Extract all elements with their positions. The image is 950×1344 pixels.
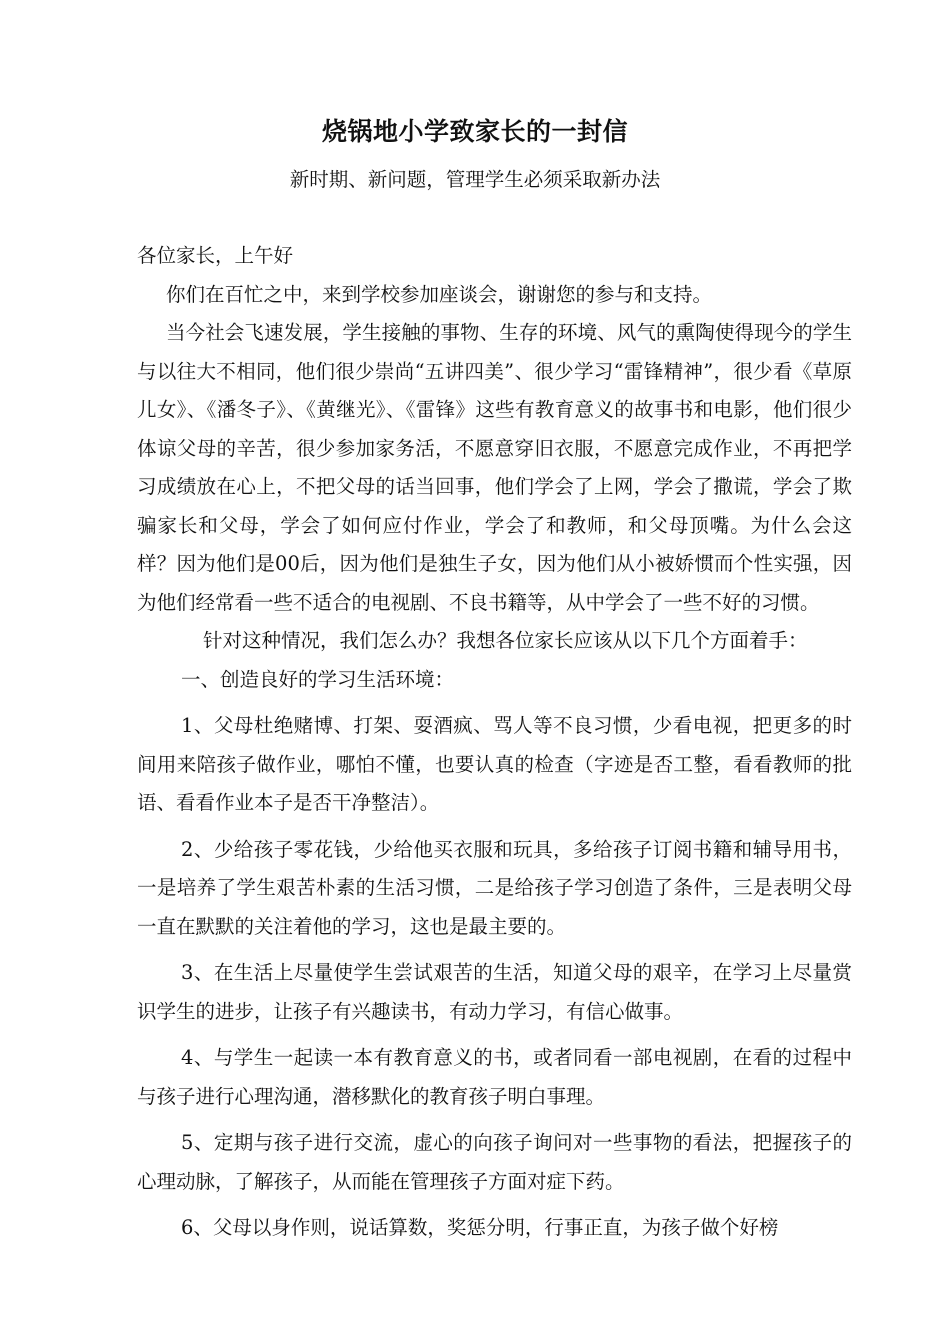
list-item-3: 3、在生活上尽量使学生尝试艰苦的生活，知道父母的艰辛，在学习上尽量赏识学生的进步，让孩子有兴趣读书，有动力学习，有信心做事。 — [137, 961, 852, 1023]
list-item-2: 2、少给孩子零花钱，少给他买衣服和玩具，多给孩子订阅书籍和辅导用书，一是培养了学生艰苦朴素的生活习惯，二是给孩子学习创造了条件，三是表明父母一直在默默的关注着他的学习，这也是最主要的。 — [137, 837, 852, 938]
letter-body — [137, 237, 852, 1248]
salutation: 各位家长，上午好 — [137, 244, 294, 267]
list-item-1: 1、父母杜绝赌博、打架、耍酒疯、骂人等不良习惯，少看电视，把更多的时间用来陪孩子做作业，哪怕不懂，也要认真的检查（字迹是否工整，看看教师的批语、看看作业本子是否干净整洁）。 — [137, 714, 852, 814]
list-item-4: 4、与学生一起读一本有教育意义的书，或者同看一部电视剧，在看的过程中与孩子进行心理沟通，潜移默化的教育孩子明白事理。 — [137, 1046, 852, 1108]
list-item-5: 5、定期与孩子进行交流，虚心的向孩子询问对一些事物的看法，把握孩子的心理动脉，了解孩子，从而能在管理孩子方面对症下药。 — [137, 1131, 852, 1193]
letter-subtitle: 新时期、新问题，管理学生必须采取新办法 — [289, 168, 661, 191]
section-heading-environment: 一、创造良好的学习生活环境： — [181, 667, 455, 691]
paragraph-thanks: 你们在百忙之中，来到学校参加座谈会，谢谢您的参与和支持。 — [166, 282, 713, 306]
list-item-6: 6、父母以身作则，说话算数，奖惩分明，行事正直，为孩子做个好榜 — [181, 1216, 779, 1239]
paragraph-situation: 当今社会飞速发展，学生接触的事物、生存的环境、风气的熏陶使得现今的学生与以往大不相同，他们很少崇尚“五讲四美”、很少学习“雷锋精神”，很少看《草原儿女》、《潘冬子》、《黄继光》、《雷锋》这些有教育意义的故事书和电影，他们很少体谅父母的辛苦，很少参加家务活，不愿意穿旧衣服，不愿意完成作业，不再把学习成绩放在心上，不把父母的话当回事，他们学会了上网，学会了撒谎，学会了欺骗家长和父母，学会了如何应付作业，学会了和教师，和父母顶嘴。为什么会这样？因为他们是00后，因为他们是独生子女，因为他们从小被娇惯而个性实强，因为他们经常看一些不适合的电视剧、不良书籍等，从中学会了一些不好的习惯。 — [137, 321, 852, 614]
paragraph-question: 针对这种情况，我们怎么办？我想各位家长应该从以下几个方面着手： — [203, 629, 808, 652]
letter-title: 烧锅地小学致家长的一封信 — [321, 117, 628, 146]
